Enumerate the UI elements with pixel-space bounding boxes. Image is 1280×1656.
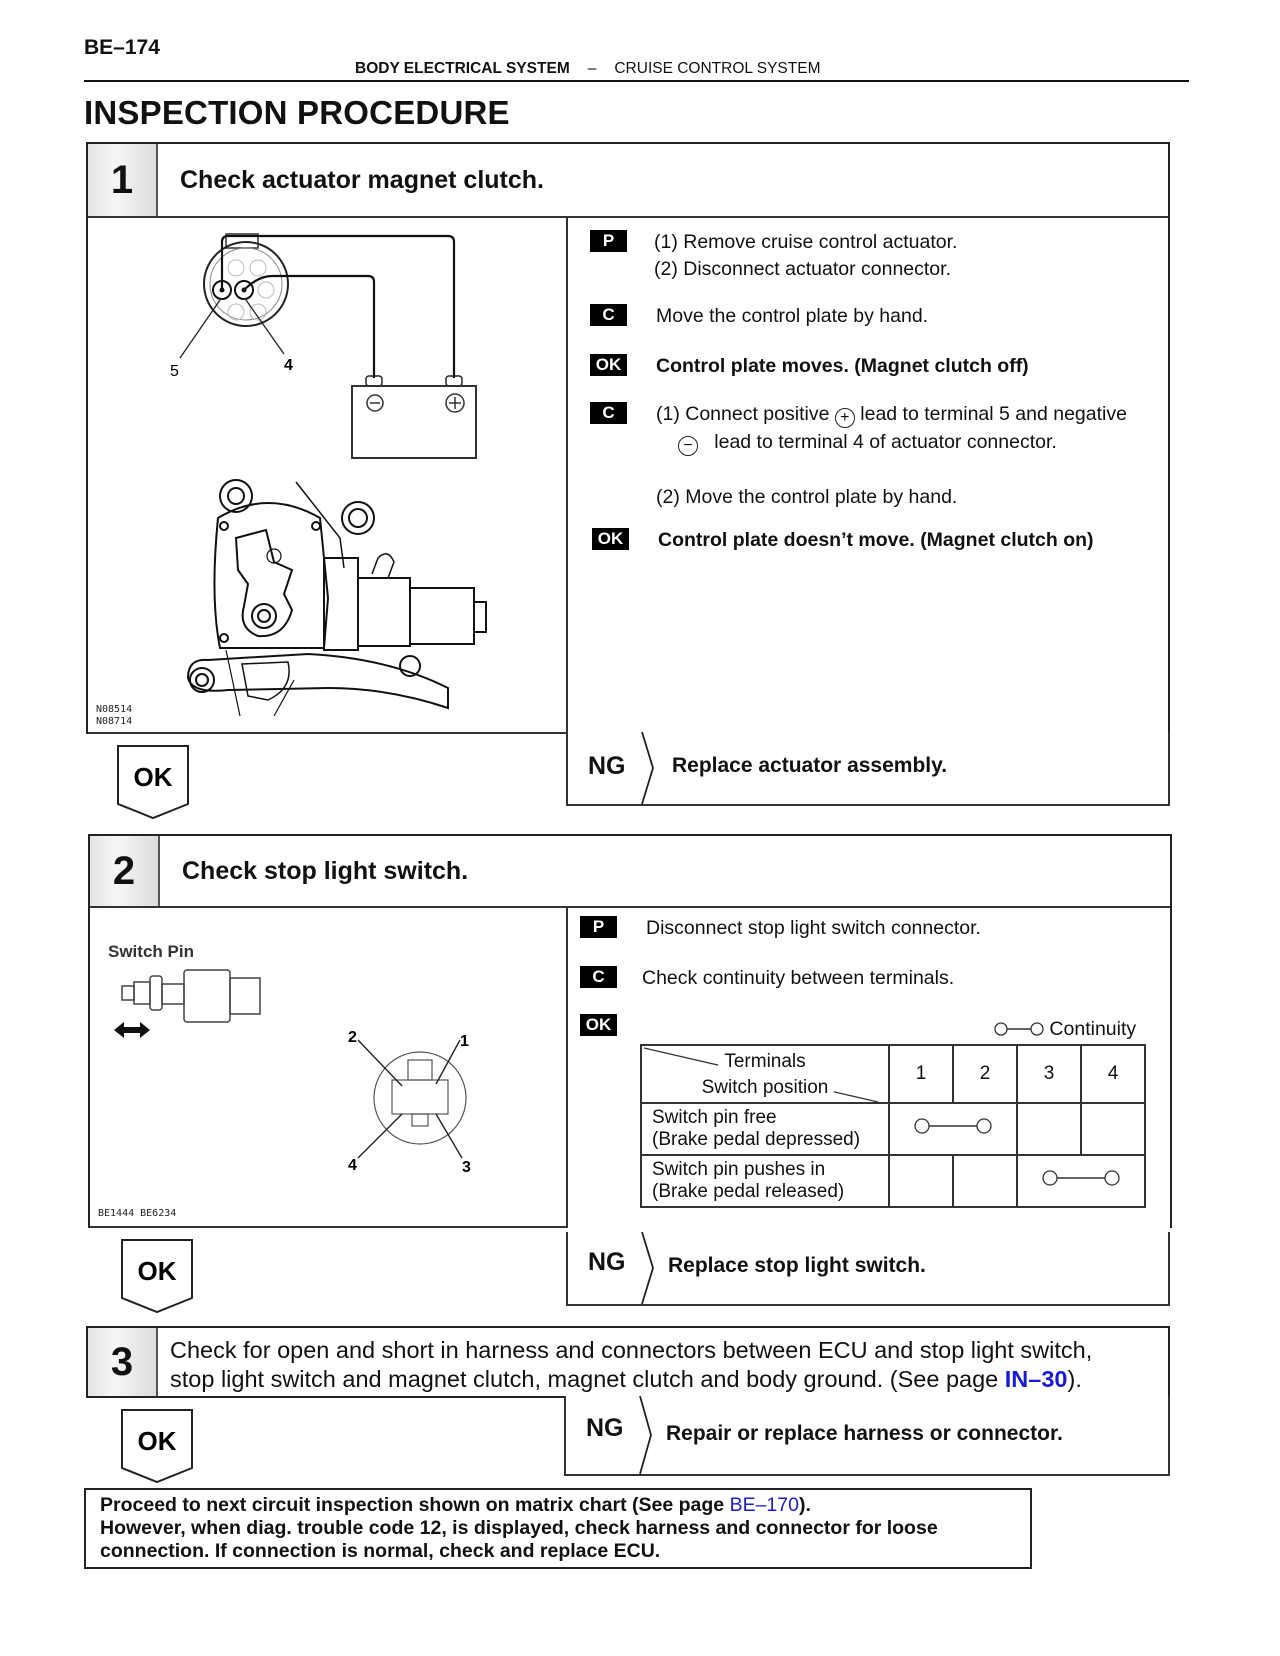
chevron-right-icon — [640, 1232, 656, 1304]
switch-illustration — [122, 970, 260, 1022]
continuity-table — [640, 1044, 1146, 1208]
ok-label: OK — [137, 1426, 177, 1456]
double-arrow-icon — [114, 1022, 150, 1038]
ng-label: NG — [588, 752, 626, 780]
ng-box-3 — [564, 1396, 1170, 1476]
ok-label: OK — [137, 1256, 177, 1286]
instruction-result: Control plate doesn’t move. (Magnet clutch on) — [658, 529, 1094, 551]
tag-c: C — [590, 304, 627, 326]
tag-c: C — [590, 402, 627, 424]
actuator-figure — [88, 218, 568, 734]
ok-arrow-3 — [120, 1408, 196, 1484]
header-switch-position: Switch position — [696, 1075, 835, 1101]
header-rule — [84, 80, 1189, 82]
continuity-legend: Continuity — [994, 1018, 1136, 1041]
ok-label: OK — [133, 762, 173, 792]
page-number: BE–174 — [84, 36, 160, 59]
step-2-number: 2 — [90, 836, 160, 906]
continuity-cell — [1017, 1155, 1145, 1207]
step-2-title: Check stop light switch. — [182, 856, 469, 885]
battery-icon — [352, 376, 476, 458]
section-title: BODY ELECTRICAL SYSTEM — [355, 60, 570, 77]
step-1-header — [88, 144, 1168, 218]
instruction-text: Move the control plate by hand. — [656, 305, 929, 327]
tag-c: C — [580, 966, 617, 988]
terminal-label-5: 5 — [170, 363, 179, 380]
ok-arrow-2 — [120, 1238, 196, 1314]
table-corner-header — [641, 1045, 889, 1103]
ok-arrow-1 — [116, 744, 192, 820]
step-2 — [88, 834, 1172, 1228]
actuator-illustration — [188, 480, 486, 716]
ng-label: NG — [588, 1248, 626, 1276]
step-1-number: 1 — [88, 144, 158, 216]
switch-pin-label: Switch Pin — [108, 942, 194, 961]
switch-position-cell: Switch pin free (Brake pedal depressed) — [641, 1103, 889, 1155]
connector-face — [374, 1052, 466, 1144]
terminal-header: 4 — [1081, 1045, 1145, 1103]
instruction-text: Disconnect stop light switch connector. — [646, 917, 981, 939]
continuity-1-2-icon — [891, 1116, 1015, 1136]
table-row — [641, 1103, 1145, 1155]
ng-box-1 — [566, 732, 1170, 806]
chevron-right-icon — [638, 1396, 654, 1474]
instruction-result: Control plate moves. (Magnet clutch off) — [656, 355, 1029, 377]
terminal-label-4: 4 — [284, 357, 293, 374]
figure-code: BE1444 BE6234 — [98, 1208, 177, 1219]
terminal-header: 3 — [1017, 1045, 1081, 1103]
instruction-text: (1) Remove cruise control actuator. — [654, 231, 958, 253]
continuity-cell — [889, 1103, 1017, 1155]
separator: – — [587, 60, 597, 77]
tag-p: P — [590, 230, 627, 252]
positive-icon: + — [835, 408, 855, 428]
step-2-header — [90, 836, 1170, 908]
tag-ok: OK — [590, 354, 627, 376]
ng-action: Repair or replace harness or connector. — [666, 1422, 1063, 1445]
terminal-label-1: 1 — [460, 1033, 469, 1050]
terminal-header: 2 — [953, 1045, 1017, 1103]
table-row — [641, 1155, 1145, 1207]
ng-action: Replace stop light switch. — [668, 1254, 926, 1277]
terminal-label-3: 3 — [462, 1159, 471, 1176]
instruction-text: (2) Move the control plate by hand. — [656, 486, 958, 508]
tag-ok: OK — [592, 528, 629, 550]
terminal-label-4: 4 — [348, 1157, 357, 1174]
ng-box-2 — [566, 1232, 1170, 1306]
step-3-number: 3 — [88, 1328, 158, 1396]
table-header-row — [641, 1045, 1145, 1103]
final-note: Proceed to next circuit inspection shown on matrix chart (See page BE–170). However, when diag. trouble code 12, is displayed, check harness and connector for loose connection. If connection is normal, check and replace ECU. — [84, 1488, 1032, 1569]
step-3-title: Check for open and short in harness and connectors between ECU and stop light switch, stop light switch and magnet clutch, magnet clutch and body ground. (See page IN–30). — [170, 1337, 1093, 1392]
step-1-instructions — [568, 218, 1168, 734]
instruction-text: (2) Disconnect actuator connector. — [654, 258, 951, 280]
negative-icon: − — [678, 436, 698, 456]
step-2-instructions — [568, 908, 1170, 1228]
terminal-header: 1 — [889, 1045, 953, 1103]
chevron-right-icon — [640, 732, 656, 804]
link-in-30[interactable]: IN–30 — [1004, 1366, 1068, 1392]
header-terminals: Terminals — [718, 1049, 811, 1075]
instruction-text: Check continuity between terminals. — [642, 967, 955, 989]
terminal-label-2: 2 — [348, 1029, 357, 1046]
subsection-title: CRUISE CONTROL SYSTEM — [614, 60, 821, 77]
continuity-icon — [994, 1021, 1044, 1037]
running-head — [355, 60, 820, 78]
switch-position-cell: Switch pin pushes in (Brake pedal released) — [641, 1155, 889, 1207]
ng-label: NG — [586, 1414, 624, 1442]
page-title: INSPECTION PROCEDURE — [84, 94, 510, 131]
figure-code: N08514 N08714 — [96, 704, 133, 727]
tag-ok: OK — [580, 1014, 617, 1036]
step-3 — [86, 1326, 1170, 1398]
link-be-170[interactable]: BE–170 — [729, 1494, 799, 1516]
step-1-title: Check actuator magnet clutch. — [180, 165, 544, 194]
step-1 — [86, 142, 1170, 734]
switch-figure — [90, 908, 568, 1228]
continuity-3-4-icon — [1019, 1168, 1143, 1188]
actuator-diagram — [88, 218, 566, 734]
ng-action: Replace actuator assembly. — [672, 754, 948, 777]
instruction-text: − lead to terminal 4 of actuator connector. — [678, 431, 1057, 456]
tag-p: P — [580, 916, 617, 938]
instruction-text: (1) Connect positive + lead to terminal 5 and negative — [656, 403, 1127, 426]
